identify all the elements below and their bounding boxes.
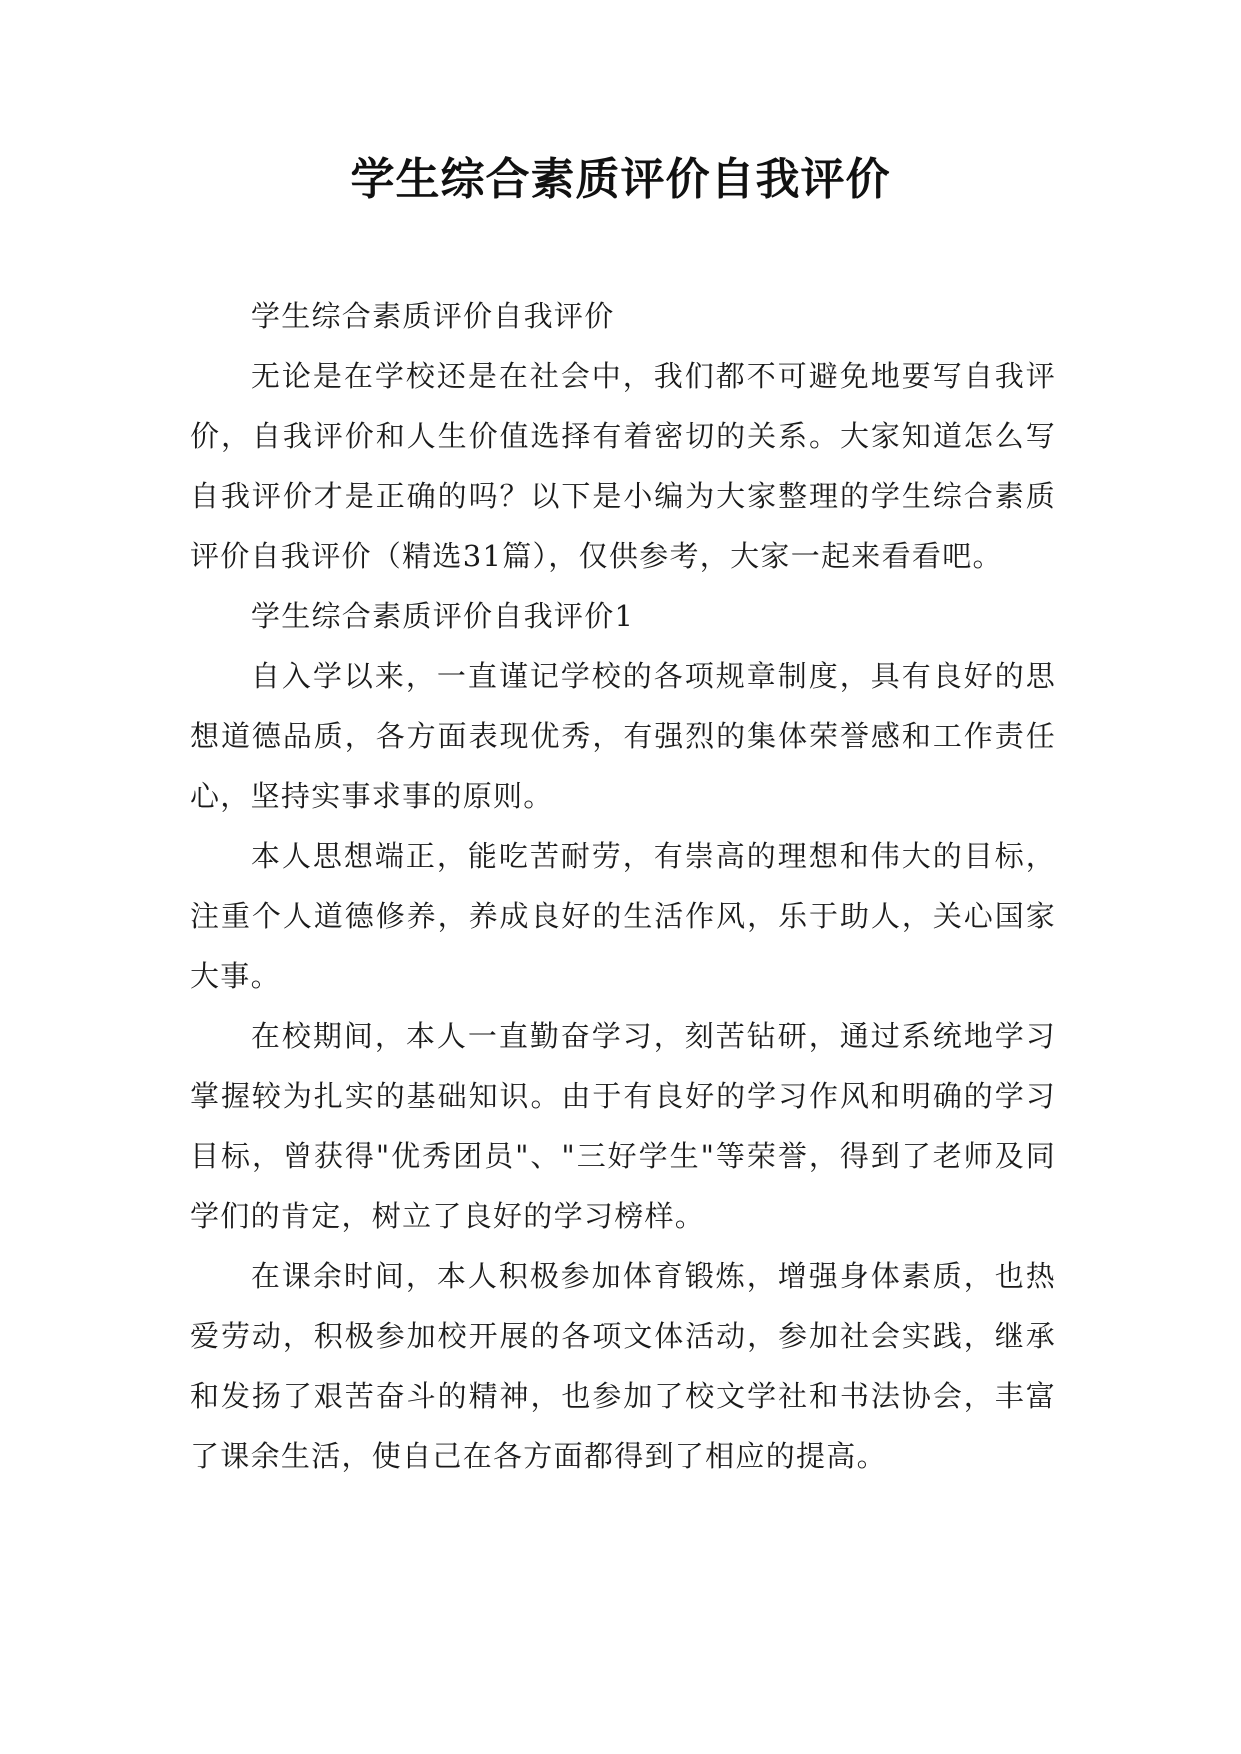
body-paragraph: 自入学以来，一直谨记学校的各项规章制度，具有良好的思想道德品质，各方面表现优秀，有强烈的集体荣誉感和工作责任心，坚持实事求事的原则。: [190, 659, 1056, 813]
document-title: 学生综合素质评价自我评价: [350, 154, 891, 205]
body-paragraph: 在校期间，本人一直勤奋学习，刻苦钻研，通过系统地学习掌握较为扎实的基础知识。由于有良好的学习作风和明确的学习目标，曾获得"优秀团员"、"三好学生"等荣誉，得到了老师及同学们的肯定，树立了良好的学习榜样。: [190, 1019, 1056, 1233]
intro-paragraph: 无论是在学校还是在社会中，我们都不可避免地要写自我评价，自我评价和人生价值选择有着密切的关系。大家知道怎么写自我评价才是正确的吗？以下是小编为大家整理的学生综合素质评价自我评价（精选31篇），仅供参考，大家一起来看看吧。: [190, 359, 1056, 573]
body-paragraph: 在课余时间，本人积极参加体育锻炼，增强身体素质，也热爱劳动，积极参加校开展的各项文体活动，参加社会实践，继承和发扬了艰苦奋斗的精神，也参加了校文学社和书法协会，丰富了课余生活，使自己在各方面都得到了相应的提高。: [190, 1259, 1056, 1473]
document-body: [190, 286, 1056, 1486]
subtitle-paragraph: 学生综合素质评价自我评价: [250, 299, 615, 333]
body-paragraph: 本人思想端正，能吃苦耐劳，有崇高的理想和伟大的目标，注重个人道德修养，养成良好的生活作风，乐于助人，关心国家大事。: [190, 839, 1056, 993]
section-heading: 学生综合素质评价自我评价1: [250, 599, 635, 633]
